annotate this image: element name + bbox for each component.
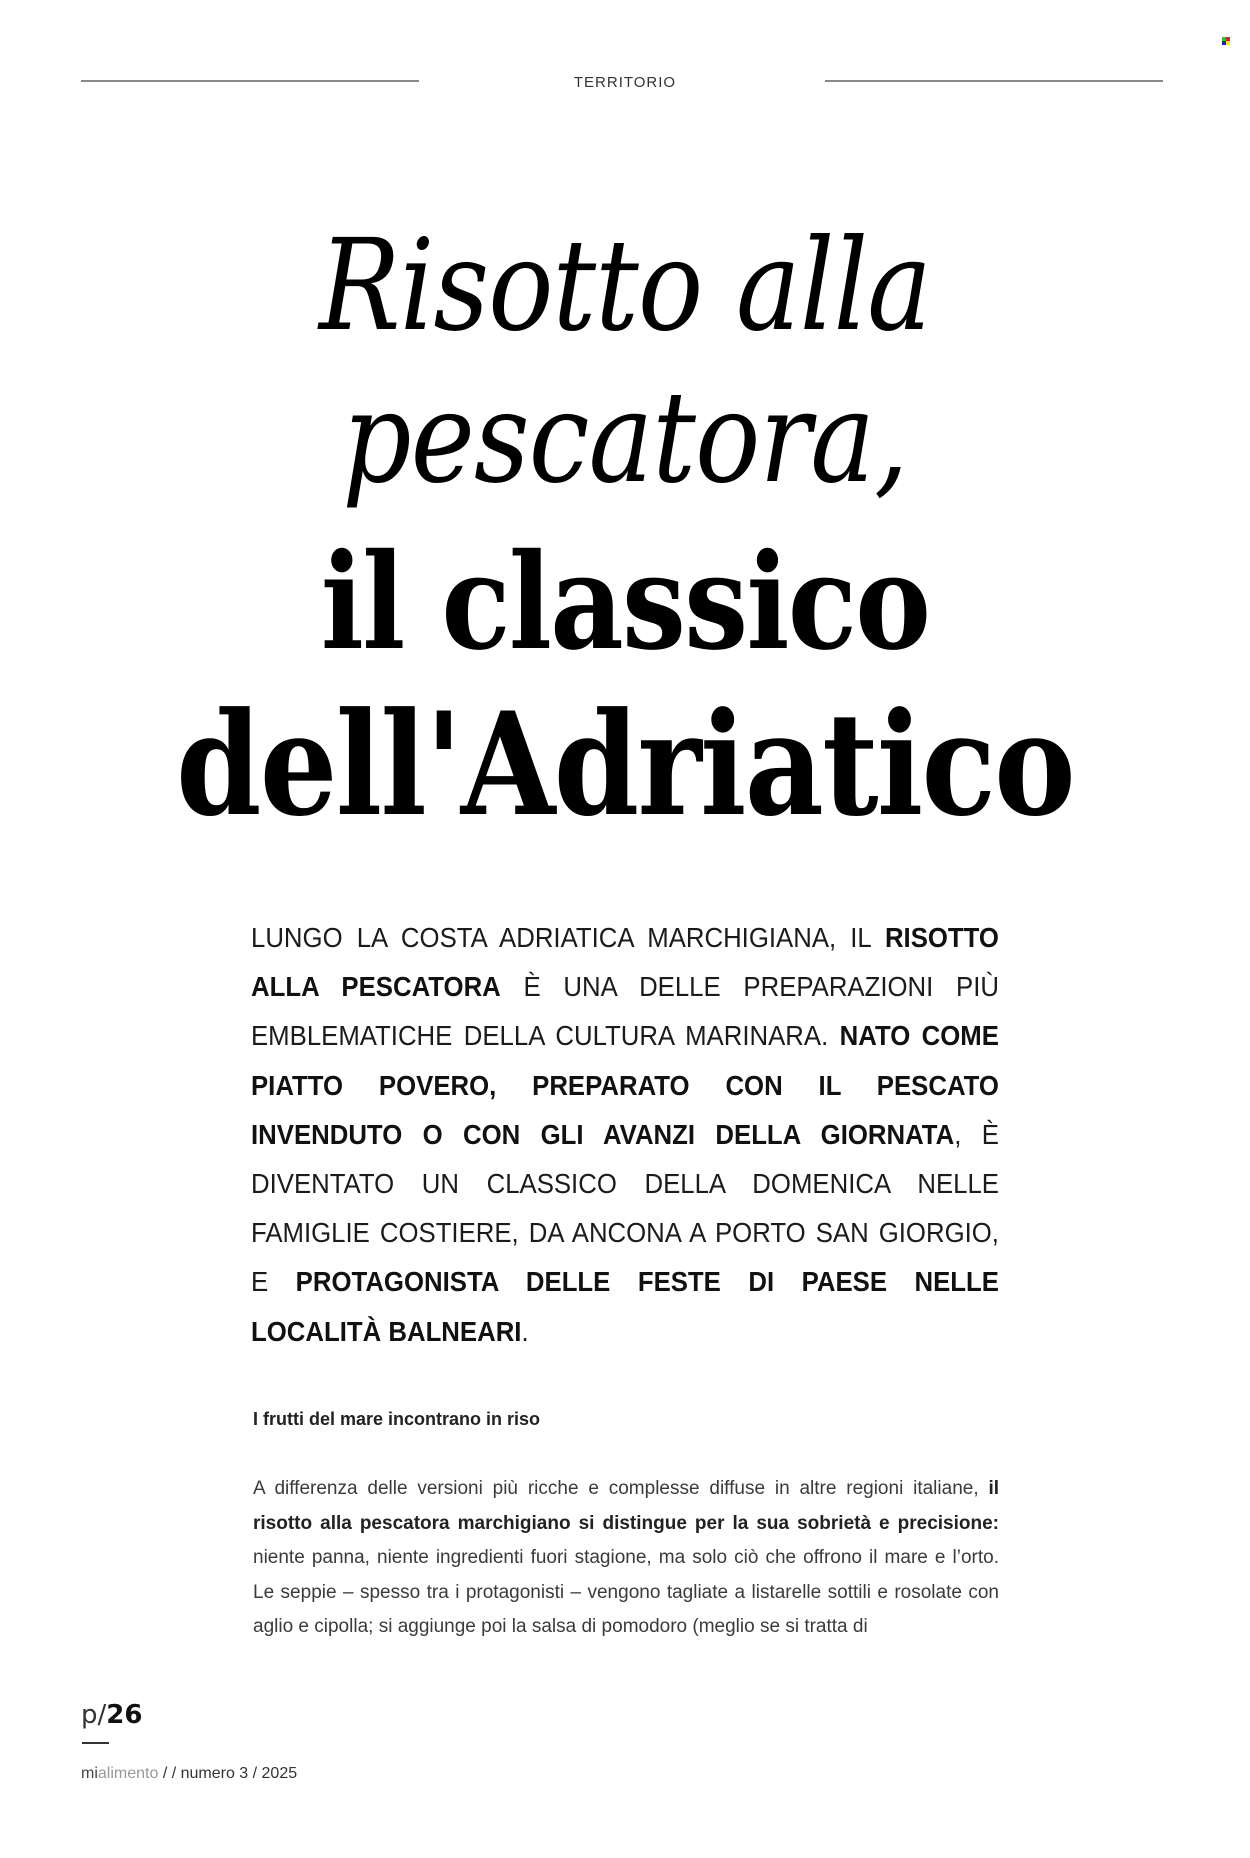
lead-text: . — [521, 1315, 529, 1347]
body-paragraph — [253, 1472, 999, 1645]
page-number-value: 26 — [106, 1700, 143, 1730]
lead-emphasis: PROTAGONISTA DELLE FESTE DI PAESE NELLE LOCALITÀ BALNEARI — [251, 1266, 999, 1347]
header-rule-right — [825, 80, 1163, 82]
footer-dash — [82, 1742, 109, 1744]
footer-publication — [81, 1765, 297, 1783]
body-text: A differenza delle versioni più ricche e complesse diffuse in altre regioni italiane, — [253, 1478, 989, 1499]
brand-name-part1: mi — [81, 1765, 98, 1782]
lead-text: LUNGO LA COSTA ADRIATICA MARCHIGIANA, IL — [251, 922, 885, 953]
body-text: niente panna, niente ingredienti fuori stagione, ma solo ciò che offrono il mare e l’orto. Le seppie – spesso tra i protagonisti – vengono tagliate a listarelle sottili e rosolate con aglio e cipolla; si aggiunge poi la salsa di pomodoro (meglio se si tratta di — [253, 1547, 999, 1637]
lead-emphasis: RISOTTO ALLA PESCATORA — [251, 922, 999, 1003]
lead-emphasis: NATO COME PIATTO POVERO, PREPARATO CON IL PESCATO INVENDUTO O CON GLI AVANZI DELLA GIORNATA — [251, 1020, 999, 1150]
title-line-4: dell'Adriatico — [176, 682, 1074, 848]
lead-paragraph — [251, 913, 999, 1356]
page-number — [81, 1700, 142, 1730]
title-line-2: pescatora, — [342, 364, 908, 511]
lead-text: , È DIVENTATO UN CLASSICO DELLA DOMENICA NELLE FAMIGLIE COSTIERE, DA ANCONA A PORTO SAN GIORGIO, E — [251, 1118, 999, 1298]
title-line-1: Risotto alla — [318, 212, 932, 359]
brand-name-part2: alimento — [97, 1765, 159, 1782]
lead-text: È UNA DELLE PREPARAZIONI PIÙ EMBLEMATICHE DELLA CULTURA MARINARA. — [251, 971, 999, 1052]
page-prefix: p/ — [81, 1700, 107, 1730]
issue-info: / / numero 3 / 2025 — [158, 1765, 298, 1782]
title-line-3: il classico — [320, 525, 930, 680]
section-subheading: I frutti del mare incontrano in riso — [253, 1409, 541, 1429]
section-label: TERRITORIO — [573, 74, 677, 91]
color-swatch-yellow — [1226, 41, 1230, 45]
color-mark-icon — [1222, 37, 1230, 45]
body-emphasis: il risotto alla pescatora marchigiano si distingue per la sua sobrietà e precisione: — [253, 1478, 999, 1534]
